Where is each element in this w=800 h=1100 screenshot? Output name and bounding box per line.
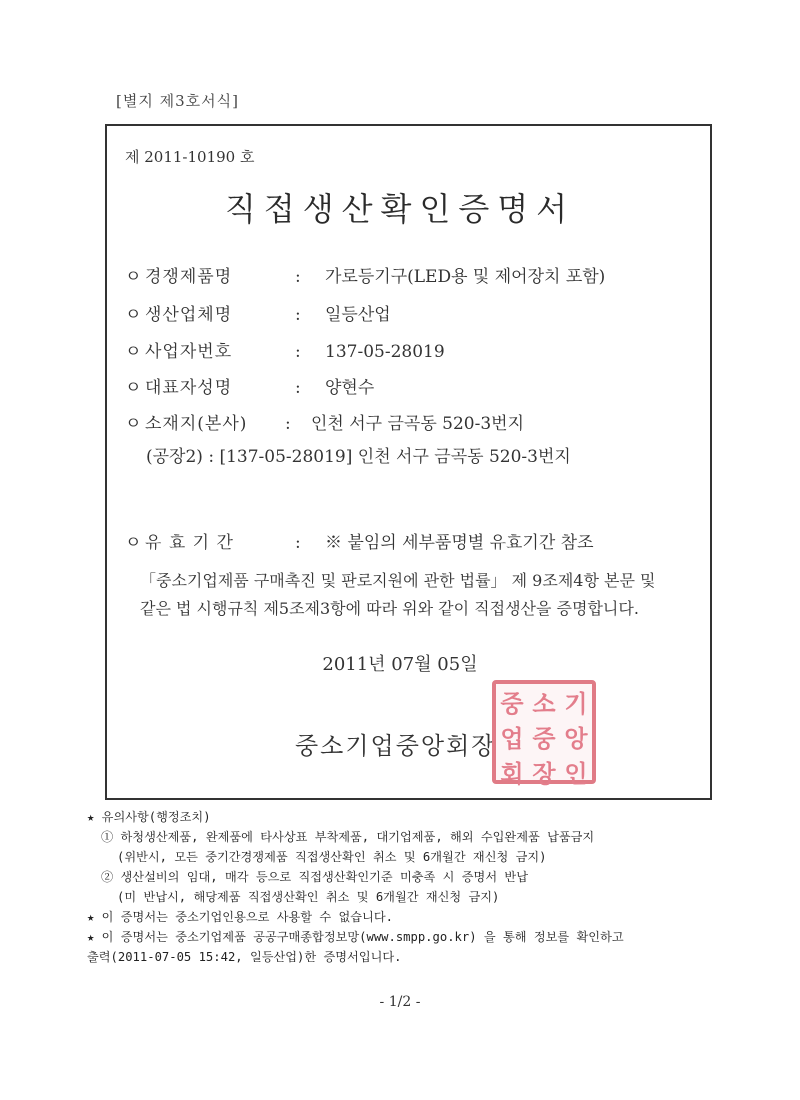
- seal-character: 중: [532, 725, 556, 753]
- field-representative: [125, 373, 374, 398]
- page-number: - 1/2 -: [379, 994, 421, 1010]
- field-colon: :: [295, 533, 301, 553]
- seal-character: 인: [564, 760, 588, 788]
- seal-character: 업: [500, 725, 524, 753]
- field-label: 대표자성명: [145, 378, 233, 398]
- field-validity-period: [125, 528, 594, 553]
- field-colon: :: [285, 414, 291, 434]
- form-number-tag: [별지 제3호서식]: [116, 92, 239, 110]
- field-value: 일등산업: [325, 305, 391, 325]
- seal-character: 기: [564, 690, 588, 718]
- field-product-name: [125, 262, 605, 287]
- seal-character: 앙: [564, 725, 588, 753]
- field-colon: :: [295, 342, 301, 362]
- field-value: 인천 서구 금곡동 520-3번지: [311, 414, 525, 434]
- field-value: 양현수: [325, 378, 375, 398]
- field-label: 생산업체명: [145, 305, 233, 325]
- seal-character: 중: [500, 690, 524, 718]
- field-label: 소재지(본사): [145, 414, 248, 434]
- bullet-mark: ㅇ: [125, 533, 142, 553]
- document-title: 직접생산확인증명서: [224, 190, 576, 228]
- field-colon: :: [295, 305, 301, 325]
- bullet-mark: ㅇ: [125, 378, 142, 398]
- note-line-5: 출력(2011-07-05 15:42, 일등산업)한 증명서입니다.: [87, 950, 402, 964]
- bullet-mark: ㅇ: [125, 342, 142, 362]
- field-label: 사업자번호: [145, 342, 233, 362]
- legal-statement-line-2: 같은 법 시행규칙 제5조제3항에 따라 위와 같이 직접생산을 증명합니다.: [140, 599, 639, 618]
- seal-character: 회: [500, 760, 524, 788]
- note-line-3: ★ 이 증명서는 중소기업인용으로 사용할 수 없습니다.: [87, 910, 393, 924]
- official-seal-stamp: [492, 680, 596, 788]
- factory-address: (공장2) : [137-05-28019] 인천 서구 금곡동 520-3번지: [146, 447, 571, 467]
- issuer-name: 중소기업중앙회장: [295, 732, 497, 760]
- field-colon: :: [295, 267, 301, 287]
- note-line-4: ★ 이 증명서는 중소기업제품 공공구매종합정보망(www.smpp.go.kr) 을 통해 정보를 확인하고: [87, 930, 624, 944]
- issue-date: 2011년 07월 05일: [322, 654, 478, 675]
- field-value: ※ 붙임의 세부품명별 유효기간 참조: [325, 533, 594, 553]
- note-item-2: ② 생산설비의 임대, 매각 등으로 직접생산확인기준 미충족 시 증명서 반납: [101, 870, 528, 884]
- field-colon: :: [295, 378, 301, 398]
- certificate-number: 제 2011-10190 호: [125, 148, 255, 166]
- legal-statement-line-1: 「중소기업제품 구매촉진 및 판로지원에 관한 법률」 제 9조제4항 본문 및: [140, 571, 656, 590]
- field-label: 유 효 기 간: [145, 533, 234, 553]
- field-business-number: [125, 337, 445, 362]
- field-value: 가로등기구(LED용 및 제어장치 포함): [325, 267, 606, 287]
- bullet-mark: ㅇ: [125, 305, 142, 325]
- field-label: 경쟁제품명: [145, 267, 233, 287]
- field-value: 137-05-28019: [325, 342, 445, 362]
- note-item-1: ① 하청생산제품, 완제품에 타사상표 부착제품, 대기업제품, 해외 수입완제품 납품금지: [101, 830, 595, 844]
- note-item-1-sub: (위반시, 모든 중기간경쟁제품 직접생산확인 취소 및 6개월간 재신청 금지): [117, 850, 547, 864]
- seal-character: 장: [532, 760, 556, 788]
- bullet-mark: ㅇ: [125, 267, 142, 287]
- notes-heading: ★ 유의사항(행정조치): [87, 810, 211, 824]
- note-item-2-sub: (미 반납시, 해당제품 직접생산확인 취소 및 6개월간 재신청 금지): [117, 890, 500, 904]
- seal-character: 소: [532, 690, 556, 718]
- field-company-name: [125, 300, 391, 325]
- bullet-mark: ㅇ: [125, 414, 142, 434]
- field-head-office-address: [125, 409, 524, 434]
